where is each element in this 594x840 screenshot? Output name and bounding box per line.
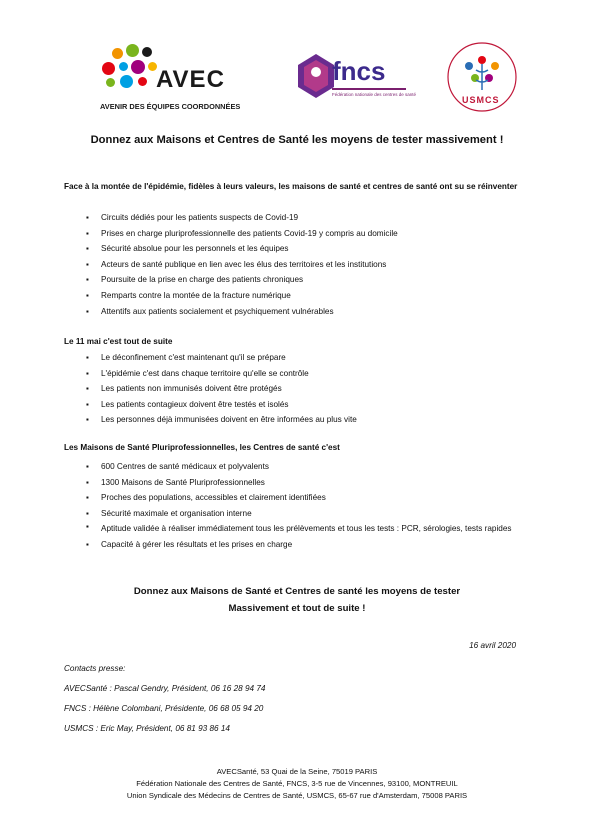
contact-entry: USMCS : Eric May, Président, 06 81 93 86 14 bbox=[64, 724, 230, 733]
list-item: ▪ Attentifs aux patients socialement et psychiquement vulnérables bbox=[86, 304, 536, 320]
footer-line: Fédération Nationale des Centres de Santé, FNCS, 3-5 rue de Vincennes, 93100, MONTREUIL bbox=[136, 779, 458, 788]
section-heading: Le 11 mai c'est tout de suite bbox=[64, 337, 173, 346]
list-item: ▪ Acteurs de santé publique en lien avec les élus des territoires et les institutions bbox=[86, 257, 536, 273]
list-item: ▪ Capacité à gérer les résultats et les prises en charge bbox=[86, 537, 536, 553]
bullet-list bbox=[86, 459, 536, 553]
contacts-label: Contacts presse: bbox=[64, 664, 126, 673]
footer-line: AVECSanté, 53 Quai de la Seine, 75019 PARIS bbox=[216, 767, 378, 776]
footer-line: Union Syndicale des Médecins de Centres de Santé, USMCS, 65-67 rue d'Amsterdam, 75008 PARIS bbox=[126, 791, 468, 800]
fncs-tagline: Fédération nationale des centres de santé bbox=[332, 92, 417, 97]
list-item: ▪ Sécurité absolue pour les personnels et les équipes bbox=[86, 241, 536, 257]
list-item: ▪ Circuits dédiés pour les patients suspects de Covid-19 bbox=[86, 210, 536, 226]
document-date: 16 avril 2020 bbox=[469, 641, 516, 650]
section-heading: Les Maisons de Santé Pluriprofessionnelles, les Centres de santé c'est bbox=[64, 443, 340, 452]
list-item: ▪ Le déconfinement c'est maintenant qu'il se prépare bbox=[86, 350, 536, 366]
footer-addresses bbox=[0, 766, 594, 802]
contact-entry: FNCS : Hélène Colombani, Présidente, 06 68 05 94 20 bbox=[64, 704, 264, 713]
list-item: ▪ Aptitude validée à réaliser immédiatement tous les prélèvements et tous les tests : PCR, sérologies, tests rapides bbox=[86, 521, 536, 537]
avec-wordmark: AVEC bbox=[156, 66, 225, 93]
list-item: ▪ Les patients non immunisés doivent être protégés bbox=[86, 381, 536, 397]
fncs-logo bbox=[298, 50, 417, 108]
list-item: ▪ Les patients contagieux doivent être testés et isolés bbox=[86, 397, 536, 413]
closing-statement bbox=[0, 583, 594, 617]
list-item: ▪ Proches des populations, accessibles et clairement identifiées bbox=[86, 490, 536, 506]
avec-logo bbox=[98, 44, 260, 116]
usmcs-wordmark: USMCS bbox=[462, 95, 500, 105]
fncs-wordmark: fncs bbox=[332, 56, 386, 86]
list-item: ▪ Sécurité maximale et organisation interne bbox=[86, 506, 536, 522]
bullet-list bbox=[86, 350, 536, 428]
list-item: ▪ Poursuite de la prise en charge des patients chroniques bbox=[86, 272, 536, 288]
list-item: ▪ Les personnes déjà immunisées doivent en être informées au plus vite bbox=[86, 412, 536, 428]
list-item: ▪ Prises en charge pluriprofessionnelle des patients Covid-19 y compris au domicile bbox=[86, 226, 536, 242]
contact-entry: AVECSanté : Pascal Gendry, Président, 06 16 28 94 74 bbox=[64, 684, 266, 693]
list-item: ▪ 600 Centres de santé médicaux et polyvalents bbox=[86, 459, 536, 475]
bullet-list bbox=[86, 210, 536, 319]
avec-tagline: AVENIR DES ÉQUIPES COORDONNÉES bbox=[100, 102, 241, 111]
section-heading: Face à la montée de l'épidémie, fidèles à leurs valeurs, les maisons de santé et centres de santé ont su se réinventer bbox=[64, 182, 518, 191]
closing-line: Donnez aux Maisons de Santé et Centres de santé les moyens de tester bbox=[133, 586, 461, 597]
list-item: ▪ L'épidémie c'est dans chaque territoire qu'elle se contrôle bbox=[86, 366, 536, 382]
closing-line: Massivement et tout de suite ! bbox=[228, 603, 366, 614]
list-item: ▪ 1300 Maisons de Santé Pluriprofessionnelles bbox=[86, 475, 536, 491]
document-title: Donnez aux Maisons et Centres de Santé les moyens de tester massivement ! bbox=[90, 134, 504, 146]
usmcs-logo bbox=[445, 40, 519, 114]
list-item: ▪ Remparts contre la montée de la fracture numérique bbox=[86, 288, 536, 304]
